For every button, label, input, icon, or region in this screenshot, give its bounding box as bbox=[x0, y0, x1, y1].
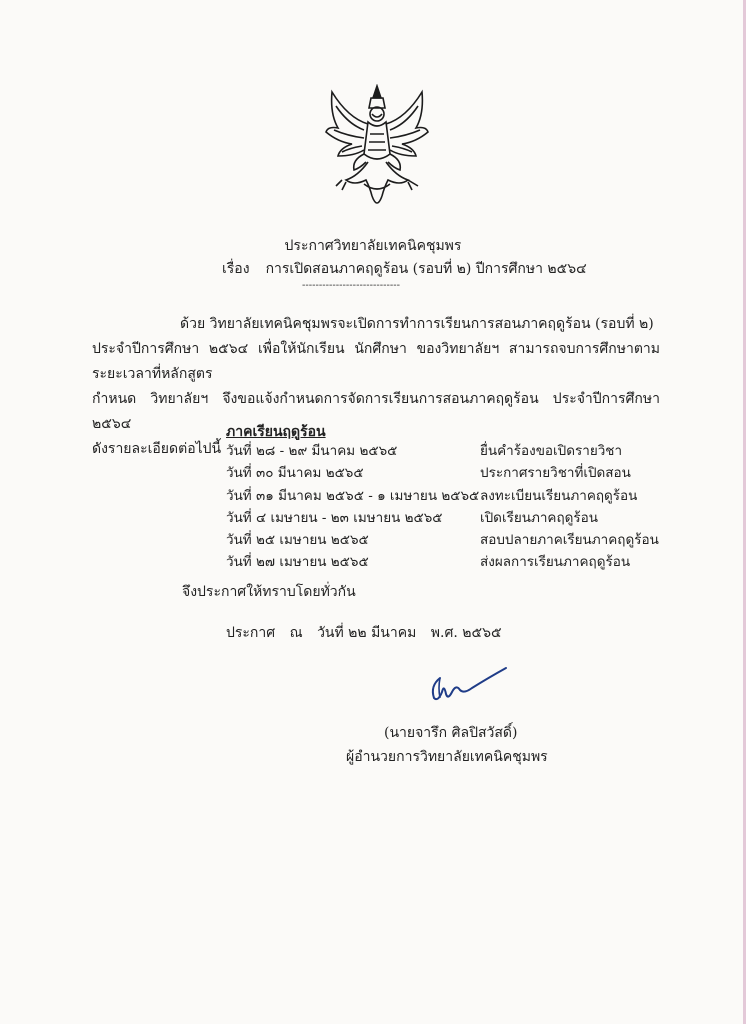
schedule-activity: ยื่นคำร้องขอเปิดรายวิชา bbox=[480, 443, 623, 459]
schedule-date: วันที่ ๒๕ เมษายน ๒๕๖๕ bbox=[226, 532, 369, 549]
schedule-date: วันที่ ๓๐ มีนาคม ๒๕๖๕ bbox=[226, 465, 364, 482]
announcement-org: ประกาศวิทยาลัยเทคนิคชุมพร bbox=[284, 238, 462, 254]
schedule-date: วันที่ ๔ เมษายน - ๒๓ เมษายน ๒๕๖๕ bbox=[226, 509, 443, 526]
schedule-row bbox=[226, 529, 686, 551]
announce-label: ประกาศ bbox=[226, 625, 276, 641]
schedule-row bbox=[226, 462, 686, 484]
signer-title: ผู้อำนวยการวิทยาลัยเทคนิคชุมพร bbox=[346, 749, 548, 765]
body-line-2: ประจำปีการศึกษา ๒๕๖๔ เพื่อให้นักเรียน นักศึกษา ของวิทยาลัยฯ สามารถจบการศึกษาตามระยะเวลาที่หลักสูตร bbox=[92, 341, 660, 382]
announce-at: ณ bbox=[289, 625, 303, 641]
schedule-activity: เปิดเรียนภาคฤดูร้อน bbox=[480, 509, 598, 526]
body-line-1: ด้วย วิทยาลัยเทคนิคชุมพรจะเปิดการทำการเรียนการสอนภาคฤดูร้อน (รอบที่ ๒) bbox=[180, 316, 654, 332]
schedule-activity: ลงทะเบียนเรียนภาคฤดูร้อน bbox=[480, 487, 638, 504]
subject-label: เรื่อง bbox=[222, 261, 250, 277]
signer-name: (นายจารึก ศิลปิสวัสดิ์) bbox=[384, 725, 518, 741]
schedule-row bbox=[226, 551, 686, 573]
garuda-emblem bbox=[324, 84, 430, 212]
schedule-date: วันที่ ๓๑ มีนาคม ๒๕๖๕ - ๑ เมษายน ๒๕๖๕ bbox=[226, 487, 480, 504]
schedule-date: วันที่ ๒๗ เมษายน ๒๕๖๕ bbox=[226, 554, 369, 571]
subject-line bbox=[222, 258, 587, 280]
announce-date: วันที่ ๒๒ มีนาคม bbox=[317, 625, 417, 641]
subject-text: การเปิดสอนภาคฤดูร้อน (รอบที่ ๒) ปีการศึกษา ๒๕๖๔ bbox=[265, 261, 587, 277]
schedule-table bbox=[226, 440, 686, 574]
schedule-title: ภาคเรียนฤดูร้อน bbox=[226, 424, 326, 440]
schedule-activity: ส่งผลการเรียนภาคฤดูร้อน bbox=[480, 554, 631, 571]
schedule-date: วันที่ ๒๘ - ๒๙ มีนาคม ๒๕๖๕ bbox=[226, 443, 398, 459]
closing-statement: จึงประกาศให้ทราบโดยทั่วกัน bbox=[182, 584, 356, 600]
schedule-row bbox=[226, 507, 686, 529]
header-divider: ----------------------------- bbox=[302, 280, 400, 291]
announcement-date-line bbox=[226, 622, 512, 644]
schedule-activity: สอบปลายภาคเรียนภาคฤดูร้อน bbox=[480, 532, 659, 549]
schedule-row bbox=[226, 440, 686, 462]
body-line-3: กำหนด วิทยาลัยฯ จึงขอแจ้งกำหนดการจัดการเรียนการสอนภาคฤดูร้อน ประจำปีการศึกษา ๒๕๖๔ bbox=[92, 391, 660, 432]
schedule-row bbox=[226, 485, 686, 507]
body-line-4: ดังรายละเอียดต่อไปนี้ bbox=[92, 441, 222, 457]
handwritten-signature bbox=[426, 664, 510, 706]
schedule-activity: ประกาศรายวิชาที่เปิดสอน bbox=[480, 465, 631, 482]
announce-era: พ.ศ. ๒๕๖๕ bbox=[430, 625, 502, 641]
